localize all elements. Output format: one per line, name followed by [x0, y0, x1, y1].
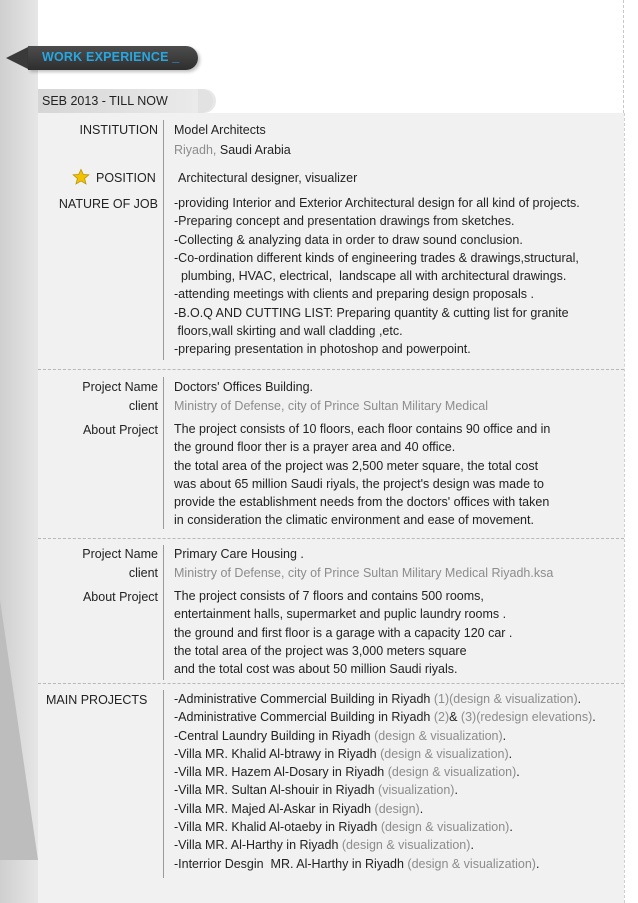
main-project-text: -Administrative Commercial Building in Riyadh — [174, 692, 434, 706]
separator-line — [163, 545, 164, 680]
main-project-note: (design & visualization) — [374, 728, 503, 743]
main-project-text: -Central Laundry Building in Riyadh — [174, 728, 375, 743]
main-project-note: (design & visualization) — [387, 765, 517, 780]
content-band-border — [624, 113, 625, 903]
star-icon — [72, 168, 90, 186]
project2-about-line: the total area of the project was 3,000 meters square — [174, 643, 467, 658]
main-project-item — [174, 763, 596, 781]
position-label: POSITION — [96, 171, 156, 185]
institution-country: Saudi Arabia — [219, 143, 291, 157]
project1-about-line: provide the establishment needs from the doctors' offices with taken — [174, 495, 550, 510]
main-project-item — [174, 727, 596, 745]
project2-client-label: client — [128, 566, 158, 580]
period-bar-end — [198, 89, 216, 113]
project2-name: Primary Care Housing . — [174, 547, 304, 561]
main-project-item — [174, 800, 596, 818]
main-project-end: . — [509, 820, 513, 835]
institution-city: Riyadh, — [174, 143, 217, 157]
main-project-end: . — [535, 856, 540, 871]
main-project-n1: (2) — [433, 710, 450, 725]
project1-about-line: was about 65 million Saudi riyals, the project's design was made to — [174, 476, 544, 491]
project1-client-label: client — [128, 399, 158, 413]
job-line: -providing Interior and Exterior Architectural design for all kind of projects. — [174, 196, 580, 210]
project1-about-line: the ground floor ther is a prayer area and 40 office. — [174, 440, 456, 455]
divider — [38, 538, 624, 539]
section-title: WORK EXPERIENCE _ — [42, 50, 180, 64]
divider — [38, 683, 624, 684]
main-projects-list — [174, 690, 596, 873]
job-line: -preparing presentation in photoshop and powerpoint. — [174, 342, 471, 357]
project2-about-line: entertainment halls, supermarket and puplic laundry rooms . — [174, 607, 507, 622]
project2-name-label: Project Name — [82, 547, 158, 561]
main-project-end: . — [508, 746, 513, 761]
institution-label: INSTITUTION — [79, 123, 158, 137]
project2-client: Ministry of Defense, city of Prince Sultan Military Medical Riyadh.ksa — [174, 566, 554, 580]
main-project-end: . — [592, 710, 596, 725]
main-project-n2: (3) — [460, 710, 477, 725]
job-line: floors,wall skirting and wall cladding ,etc. — [174, 324, 403, 339]
main-project-text: -Villa MR. Hazem Al-Dosary in Riyadh — [174, 765, 388, 780]
project1-name-label: Project Name — [82, 380, 158, 394]
main-project-note: (design & visualization) — [449, 692, 578, 706]
main-project-item — [174, 836, 596, 854]
project2-about-line: the ground and first floor is a garage with a capacity 120 car . — [174, 625, 513, 640]
separator-line — [163, 377, 164, 529]
main-project-item — [174, 855, 596, 873]
project1-about — [174, 420, 550, 530]
project2-about-line: The project consists of 7 floors and contains 500 rooms, — [174, 589, 484, 603]
period-text: SEB 2013 - TILL NOW — [42, 94, 168, 108]
divider — [38, 369, 624, 370]
job-line: -Collecting & analyzing data in order to draw sound conclusion. — [174, 232, 523, 247]
project1-name: Doctors' Offices Building. — [174, 380, 314, 394]
main-projects-label: MAIN PROJECTS — [46, 693, 148, 707]
main-project-note: (design & visualization) — [341, 838, 471, 853]
left-decor-shadow — [0, 600, 38, 860]
main-project-mid: & — [449, 710, 461, 725]
main-project-text: -Interrior Desgin MR. Al-Harthy in Riyadh — [174, 856, 408, 871]
institution-name: Model Architects — [174, 123, 266, 137]
job-line: -Preparing concept and presentation drawings from sketches. — [174, 214, 515, 229]
separator-line — [163, 120, 164, 360]
position-value: Architectural designer, visualizer — [178, 171, 358, 185]
project2-about-line: and the total cost was about 50 million Saudi riyals. — [174, 662, 458, 677]
job-line: -B.O.Q AND CUTTING LIST: Preparing quantity & cutting list for granite — [174, 305, 569, 320]
project2-about — [174, 587, 512, 678]
main-project-note: (design & visualization) — [380, 820, 510, 835]
job-line: -Co-ordination different kinds of engineering trades & drawings,structural, — [174, 250, 579, 265]
project1-client: Ministry of Defense, city of Prince Sultan Military Medical — [174, 399, 488, 413]
main-project-text: -Villa MR. Al-Harthy in Riyadh — [174, 838, 342, 853]
main-project-end: . — [502, 728, 507, 743]
main-project-note: (redesign elevations) — [476, 710, 593, 725]
project1-about-line: in consideration the climatic environment and ease of movement. — [174, 513, 534, 528]
main-project-item — [174, 818, 596, 836]
main-project-text: -Villa MR. Khalid Al-btrawy in Riyadh — [174, 746, 381, 761]
main-project-end: . — [577, 692, 582, 706]
main-project-item — [174, 745, 596, 763]
main-project-end: . — [419, 801, 424, 816]
main-project-note: (design & visualization) — [380, 746, 509, 761]
main-project-item — [174, 781, 596, 799]
main-project-n1: (1) — [433, 692, 450, 706]
project2-about-label: About Project — [82, 590, 158, 604]
separator-line — [163, 690, 164, 878]
main-project-note: (design & visualization) — [407, 856, 536, 871]
job-label: NATURE OF JOB — [58, 197, 158, 211]
institution-location — [174, 143, 291, 157]
main-project-note: (visualization) — [378, 783, 455, 798]
main-project-item — [174, 708, 596, 726]
project1-about-line: the total area of the project was 2,500 meter square, the total cost — [174, 458, 539, 473]
main-project-text: -Villa MR. Majed Al-Askar in Riyadh — [174, 801, 375, 816]
main-project-text: -Villa MR. Sultan Al-shouir in Riyadh — [174, 783, 379, 798]
job-line: plumbing, HVAC, electrical, landscape all with architectural drawings. — [174, 269, 567, 284]
main-project-text: -Administrative Commercial Building in Riyadh — [174, 710, 434, 725]
main-project-end: . — [516, 765, 520, 780]
main-project-item — [174, 690, 596, 708]
project1-about-line: The project consists of 10 floors, each floor contains 90 office and in — [174, 422, 551, 436]
job-line: -attending meetings with clients and preparing design proposals . — [174, 287, 534, 302]
project1-about-label: About Project — [82, 423, 158, 437]
main-project-note: (design) — [374, 801, 420, 816]
section-tab-fold — [6, 46, 30, 70]
main-project-text: -Villa MR. Khalid Al-otaeby in Riyadh — [174, 820, 381, 835]
main-project-end: . — [454, 783, 458, 798]
main-project-end: . — [470, 838, 474, 853]
job-lines — [174, 194, 580, 359]
